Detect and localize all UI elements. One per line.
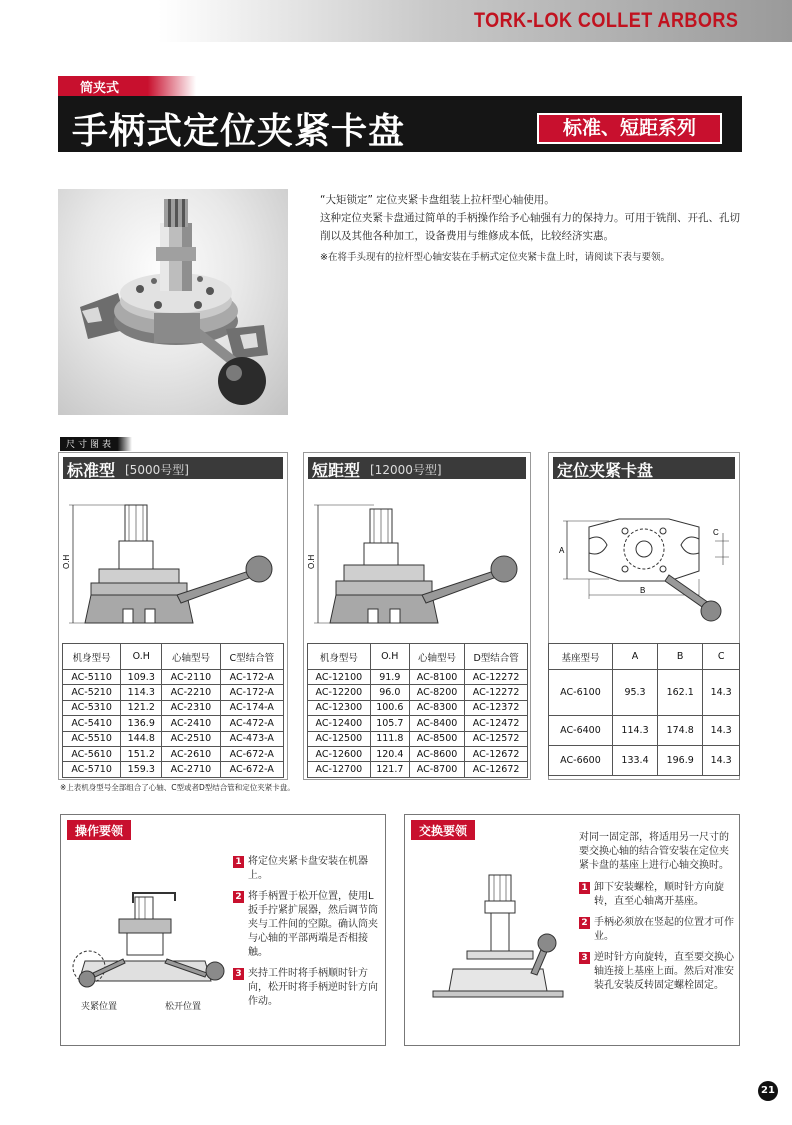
intro-text (320, 191, 740, 267)
operation-title: 操作要领 (67, 820, 131, 840)
list-item (579, 916, 735, 944)
dimension-tab-label: 尺寸图表 (66, 440, 115, 450)
table-cell: AC-12272 (465, 670, 528, 685)
table-cell: AC-12600 (308, 746, 371, 761)
standard-col-header: 心轴型号 (162, 644, 220, 670)
operation-steps (233, 855, 379, 1016)
short-subtitle: [12000号型] (370, 463, 442, 477)
list-item (233, 890, 379, 960)
table-cell: AC-5710 (63, 762, 121, 777)
short-col-header: 机身型号 (308, 644, 371, 670)
table-cell: 91.9 (370, 670, 409, 685)
table-cell: 14.3 (703, 716, 740, 746)
table-cell: 95.3 (612, 670, 657, 716)
table-cell: 14.3 (703, 670, 740, 716)
operation-box (60, 814, 386, 1046)
list-item (579, 951, 735, 993)
standard-panel-header (63, 457, 283, 479)
table-row (308, 700, 528, 715)
short-col-header: 心轴型号 (409, 644, 464, 670)
short-title: 短距型 (312, 461, 361, 480)
table-cell: AC-12472 (465, 716, 528, 731)
table-cell: AC-672-A (220, 762, 283, 777)
table-cell: 120.4 (370, 746, 409, 761)
short-drawing (304, 483, 532, 643)
table-cell: AC-172-A (220, 685, 283, 700)
table-cell: AC-5210 (63, 685, 121, 700)
short-oh-label: O.H (307, 554, 316, 569)
brand-title: TORK-LOK COLLET ARBORS (473, 9, 738, 32)
chuck-col-header: B (658, 644, 703, 670)
short-panel (303, 452, 531, 780)
table-cell: 100.6 (370, 700, 409, 715)
intro-line-1: “大矩锁定” 定位夹紧卡盘组装上拉杆型心轴使用。 (320, 194, 555, 206)
chuck-drawing (549, 483, 741, 643)
table-cell: 162.1 (658, 670, 703, 716)
table-cell: AC-5410 (63, 716, 121, 731)
standard-oh-label: O.H (62, 554, 71, 569)
step-text: 卸下安装螺栓，顺时针方向旋转，直至心轴离开基座。 (594, 882, 724, 907)
release-position-label: 松开位置 (165, 1002, 202, 1012)
step-number: 1 (579, 882, 590, 894)
intro-line-2: 这种定位夹紧卡盘通过简单的手柄操作给予心轴强有力的保持力。可用于铣削、开孔、孔切削以及其他各种加工，设备费用与维修成本低，比较经济实惠。 (320, 212, 740, 242)
table-cell: AC-6400 (549, 716, 613, 746)
table-cell: AC-8400 (409, 716, 464, 731)
table-row (549, 746, 740, 776)
table-cell: AC-8600 (409, 746, 464, 761)
short-col-header: D型结合管 (465, 644, 528, 670)
table-cell: AC-2410 (162, 716, 220, 731)
table-cell: AC-12272 (465, 685, 528, 700)
table-row (308, 685, 528, 700)
short-col-header: O.H (370, 644, 409, 670)
table-row (63, 746, 284, 761)
step-text: 将定位夹紧卡盘安装在机器上。 (248, 856, 368, 881)
table-row (549, 716, 740, 746)
table-cell: AC-473-A (220, 731, 283, 746)
standard-subtitle: [5000号型] (125, 463, 189, 477)
table-cell: AC-174-A (220, 700, 283, 715)
chuck-title: 定位夹紧卡盘 (557, 461, 654, 480)
step-number: 1 (233, 856, 244, 868)
table-row (63, 731, 284, 746)
standard-title: 标准型 (67, 461, 116, 480)
table-cell: 144.8 (121, 731, 162, 746)
table-cell: 114.3 (121, 685, 162, 700)
short-panel-header (308, 457, 526, 479)
category-tag-label: 筒夹式 (80, 81, 120, 96)
chuck-col-header: C (703, 644, 740, 670)
table-cell: 136.9 (121, 716, 162, 731)
table-cell: AC-12372 (465, 700, 528, 715)
intro-note: ※在将手头现有的拉杆型心轴安装在手柄式定位夹紧卡盘上时，请阅读下表与要领。 (320, 252, 670, 263)
table-cell: AC-172-A (220, 670, 283, 685)
table-row (308, 670, 528, 685)
table-cell: AC-8500 (409, 731, 464, 746)
product-photo-illustration (58, 189, 288, 415)
dimension-tab (60, 437, 132, 451)
step-number: 3 (579, 952, 590, 964)
category-tag (58, 76, 196, 96)
table-cell: AC-12400 (308, 716, 371, 731)
table-row (63, 762, 284, 777)
table-cell: AC-8300 (409, 700, 464, 715)
table-footnote: ※上表机身型号全部组合了心轴、C型或者D型结合管和定位夹紧卡盘。 (60, 783, 295, 792)
table-row (308, 716, 528, 731)
table-row (549, 670, 740, 716)
exchange-drawing (413, 865, 583, 1035)
page-number: 21 (758, 1081, 778, 1101)
table-cell: AC-2710 (162, 762, 220, 777)
chuck-spec-table (548, 643, 740, 776)
table-cell: AC-5110 (63, 670, 121, 685)
table-cell: 14.3 (703, 746, 740, 776)
table-cell: AC-12572 (465, 731, 528, 746)
table-cell: AC-2610 (162, 746, 220, 761)
chuck-col-header: A (612, 644, 657, 670)
step-number: 3 (233, 968, 244, 980)
chuck-panel-header (553, 457, 735, 479)
table-cell: 121.7 (370, 762, 409, 777)
exchange-intro: 对同一固定部，将适用另一尺寸的要交换心轴的结合管安装在定位夹紧卡盘的基座上进行心轴交换时。 (579, 832, 729, 871)
chuck-panel (548, 452, 740, 780)
list-item (579, 881, 735, 909)
table-cell: AC-8700 (409, 762, 464, 777)
table-cell: AC-12672 (465, 762, 528, 777)
list-item (233, 967, 379, 1009)
standard-drawing (59, 483, 289, 643)
table-cell: 114.3 (612, 716, 657, 746)
step-text: 手柄必须放在竖起的位置才可作业。 (594, 917, 734, 942)
table-row (308, 762, 528, 777)
product-photo (58, 189, 288, 415)
step-number: 2 (233, 891, 244, 903)
exchange-box (404, 814, 740, 1046)
table-cell: AC-12500 (308, 731, 371, 746)
list-item (233, 855, 379, 883)
standard-col-header: C型结合管 (220, 644, 283, 670)
table-row (63, 700, 284, 715)
table-row (63, 670, 284, 685)
step-number: 2 (579, 917, 590, 929)
table-cell: AC-672-A (220, 746, 283, 761)
table-cell: AC-2510 (162, 731, 220, 746)
table-row (63, 685, 284, 700)
table-cell: AC-5510 (63, 731, 121, 746)
chuck-col-header: 基座型号 (549, 644, 613, 670)
clamp-position-label: 夹紧位置 (81, 1002, 118, 1012)
exchange-steps (579, 831, 735, 1000)
table-cell: AC-5610 (63, 746, 121, 761)
table-cell: 133.4 (612, 746, 657, 776)
standard-panel (58, 452, 288, 780)
chuck-label-a: A (559, 546, 565, 555)
step-text: 将手柄置于松开位置，使用L扳手拧紧扩展器，然后调节筒夹与工件间的空隙。确认筒夹与心轴的平部两端是否相接触。 (248, 891, 378, 958)
table-cell: AC-12672 (465, 746, 528, 761)
table-cell: 109.3 (121, 670, 162, 685)
table-cell: 105.7 (370, 716, 409, 731)
table-cell: AC-6600 (549, 746, 613, 776)
table-cell: AC-8200 (409, 685, 464, 700)
table-cell: AC-12200 (308, 685, 371, 700)
table-cell: 121.2 (121, 700, 162, 715)
table-cell: AC-12300 (308, 700, 371, 715)
table-cell: AC-2310 (162, 700, 220, 715)
exchange-title: 交换要领 (411, 820, 475, 840)
standard-spec-table (62, 643, 284, 778)
table-cell: AC-472-A (220, 716, 283, 731)
table-cell: AC-2110 (162, 670, 220, 685)
table-cell: 96.0 (370, 685, 409, 700)
table-cell: AC-12100 (308, 670, 371, 685)
table-cell: 151.2 (121, 746, 162, 761)
chuck-label-c: C (713, 528, 719, 537)
chuck-label-b: B (640, 586, 646, 595)
standard-col-header: 机身型号 (63, 644, 121, 670)
table-cell: AC-2210 (162, 685, 220, 700)
table-cell: 196.9 (658, 746, 703, 776)
table-row (308, 746, 528, 761)
table-cell: AC-5310 (63, 700, 121, 715)
table-cell: 159.3 (121, 762, 162, 777)
table-cell: 111.8 (370, 731, 409, 746)
step-text: 夹持工件时将手柄顺时针方向，松开时将手柄逆时针方向作动。 (248, 968, 378, 1007)
table-row (308, 731, 528, 746)
series-badge: 标准、短距系列 (537, 113, 722, 144)
short-spec-table (307, 643, 528, 778)
table-row (63, 716, 284, 731)
step-text: 逆时针方向旋转，直至要交换心轴连接上基座上面。然后对准安装孔安装反转固定螺栓固定。 (594, 952, 734, 991)
table-cell: AC-12700 (308, 762, 371, 777)
page-title: 手柄式定位夹紧卡盘 (72, 111, 406, 152)
table-cell: AC-6100 (549, 670, 613, 716)
table-cell: AC-8100 (409, 670, 464, 685)
table-cell: 174.8 (658, 716, 703, 746)
standard-col-header: O.H (121, 644, 162, 670)
